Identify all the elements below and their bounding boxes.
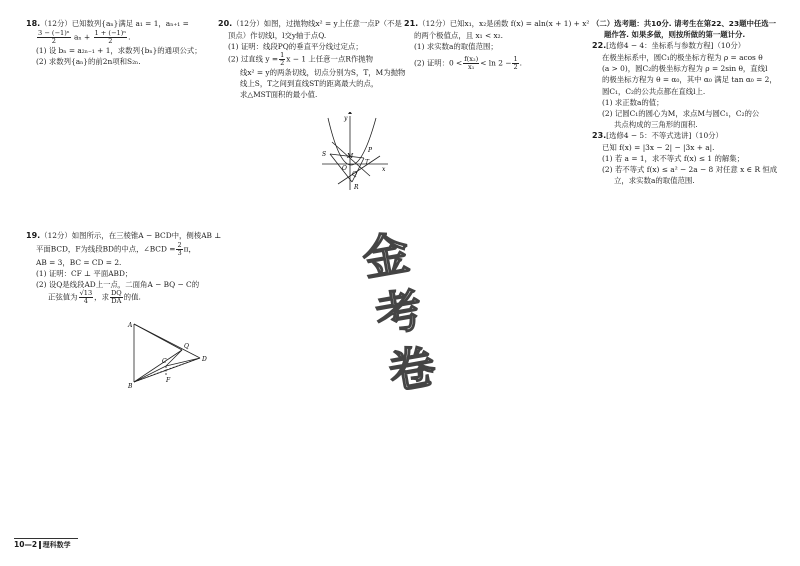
- q20-part-1: (1) 证明：线段PQ的垂直平分线过定点；: [228, 42, 363, 52]
- q22-part-2: (2) 记圆C₁的圆心为M，求点M与圆C₁，C₂的公: [602, 108, 760, 118]
- optional-section: [592, 18, 782, 186]
- vertex-label-b: B: [128, 383, 133, 390]
- point-label-r: R: [354, 184, 359, 191]
- question-20: 20.（12分）如图，过抛物线x² = y上任意一点P（不是 顶点）作切线l，l交y轴于点Q. (1) 证明：线段PQ的垂直平分线过定点； (2) 过直线 y = $\frac{1}{2}$ x − 1 上任意一点R作抛物 线x² = y的两条切线，切点分别为S，T，M为抛物 线上S，T之间到直线ST的距离最大的点， 求△MST面积的最小值.: [218, 19, 406, 100]
- point-label-p: P: [368, 147, 373, 154]
- vertex-label-d: D: [202, 356, 207, 363]
- q19-sine-fraction: $\frac{√13}{4}$: [79, 289, 93, 306]
- q21-ratio-fraction: $\frac{\text{f(x₂)}}{\text{x₁}}$: [464, 55, 479, 72]
- q19-angle-fraction: $\frac{2}{3}$: [177, 241, 182, 257]
- question-18: 18.（12分）已知数列{aₙ}满足 a₁ = 1，aₙ₊₁ = $\frac{\text{3 − (−1)ⁿ}}{2}$ aₙ + $\frac{\text{1 + (−1)ⁿ}}{2}$ . (1) 设 bₙ = a₂ₙ₋₁ + 1，求数列{bₙ}的通项公式； (2) 求数列{aₙ}的前2n项和S₂ₙ.: [26, 19, 202, 66]
- q21-part-1: (1) 求实数a的取值范围；: [414, 42, 498, 52]
- axis-label-x: x: [382, 166, 386, 173]
- point-label-m: M: [347, 153, 354, 160]
- q20-part-2: (2) 过直线 y = $\frac{1}{2}$ x − 1 上任意一点R作抛物: [228, 51, 374, 68]
- vertex-label-c: C: [162, 358, 167, 365]
- watermark-char-2: 考: [371, 281, 427, 344]
- q18-fraction-2: $\frac{\text{1 + (−1)ⁿ}}{2}$: [94, 29, 127, 45]
- q19-part-2: (2) 设Q是线段AD上一点，二面角A − BQ − C的: [36, 280, 200, 290]
- question-number: 19.: [26, 231, 41, 240]
- question-23: 23.[选修4 − 5：不等式选讲]（10分） 已知 f(x) = |3x − 2| − |3x + a|. (1) 若 a = 1，求不等式 f(x) ≤ 1 的解集； (2) 若不等式 f(x) ≤ a² − 2a − 8 对任意 x ∈ R 恒成 立，求实数a的取值范围.: [592, 130, 782, 186]
- q18-fraction-1: $\frac{\text{3 − (−1)ⁿ}}{2}$: [38, 29, 70, 45]
- vertex-label-a: A: [128, 322, 133, 329]
- watermark: [351, 222, 440, 404]
- q18-part-1: (1) 设 bₙ = a₂ₙ₋₁ + 1，求数列{bₙ}的通项公式；: [36, 45, 202, 55]
- q19-ratio-fraction: $\frac{DQ}{DA}$: [110, 289, 122, 306]
- q19-part-1: (1) 证明：CF ⊥ 平面ABD；: [36, 268, 133, 278]
- q20-parabola-figure: [318, 112, 390, 192]
- question-19: 19.（12分）如图所示，在三棱锥A − BCD中，侧棱AB ⊥ 平面BCD，F为线段BD的中点，∠BCD = $\frac{2}{3}$ π， AB = 3，BC = CD = 2. (1) 证明：CF ⊥ 平面ABD； (2) 设Q是线段AD上一点，二面角A − BQ − C的 正弦值为 $\frac{√13}{4}$ ，求 $\frac{DQ}{DA}$ 的值.: [26, 231, 222, 306]
- question-number: 23.: [592, 130, 607, 140]
- q18-line-1: （12分）已知数列{aₙ}满足 a₁ = 1，aₙ₊₁ =: [40, 19, 189, 28]
- axis-label-y: y: [344, 115, 348, 122]
- vertex-label-f: F: [166, 377, 171, 384]
- watermark-char-3: 卷: [384, 338, 440, 400]
- q19-pyramid-figure: [120, 318, 220, 390]
- question-number: 20.: [218, 19, 233, 28]
- optional-section-header-1: （二）选考题：共10分. 请考生在第22、23题中任选一: [592, 19, 777, 28]
- footer-divider: [39, 541, 41, 549]
- subject-label: 理科数学: [42, 541, 71, 549]
- q22-part-1: (1) 求正数a的值；: [602, 97, 664, 107]
- optional-section-header-2: 题作答. 如果多做，则按所做的第一题计分.: [604, 30, 746, 40]
- question-number: 18.: [26, 19, 41, 28]
- q23-part-2: (2) 若不等式 f(x) ≤ a² − 2a − 8 对任意 x ∈ R 恒成: [602, 165, 778, 175]
- question-number: 22.: [592, 41, 607, 51]
- q23-part-1: (1) 若 a = 1，求不等式 f(x) ≤ 1 的解集；: [602, 154, 745, 164]
- point-label-q: Q: [352, 171, 357, 178]
- origin-label: O: [342, 165, 347, 172]
- vertex-label-q: Q: [184, 343, 189, 350]
- q20-slope-fraction: $\frac{1}{2}$: [280, 51, 285, 68]
- q21-part-2: (2) 证明：0 < $\frac{\text{f(x₂)}}{\text{x₁}}$ < ln 2 − $\frac{1}{2}$ .: [414, 55, 523, 72]
- point-label-t: T: [365, 159, 370, 166]
- point-label-s: S: [322, 151, 327, 158]
- watermark-char-1: 金: [358, 225, 414, 287]
- page-number: 10—2: [14, 540, 38, 549]
- question-21: 21.（12分）已知x₁，x₂是函数 f(x) = aln(x + 1) + x² 的两个极值点，且 x₁ < x₂. (1) 求实数a的取值范围； (2) 证明：0 < $\frac{\text{f(x₂)}}{\text{x₁}}$ < ln 2 − $\frac{1}{2}$ .: [404, 19, 590, 72]
- question-22: 22.[选修4 − 4：坐标系与参数方程]（10分） 在极坐标系中，圆C₁的极坐标方程为 ρ = acos θ (a > 0)，圆C₂的极坐标方程为 ρ = 2sin θ，直线l 的极坐标方程为 θ = α₀，其中 α₀ 满足 tan α₀ = 2， 圆C₁，C₂的公共点都在直线l上. (1) 求正数a的值； (2) 记圆C₁的圆心为M，求点M与圆C₁，C₂的公 共点构成的三角形的面积.: [592, 40, 782, 130]
- q21-half-fraction: $\frac{1}{2}$: [513, 55, 518, 72]
- q18-part-2: (2) 求数列{aₙ}的前2n项和S₂ₙ.: [36, 56, 141, 66]
- question-number: 21.: [404, 19, 419, 28]
- page-footer: [14, 538, 78, 553]
